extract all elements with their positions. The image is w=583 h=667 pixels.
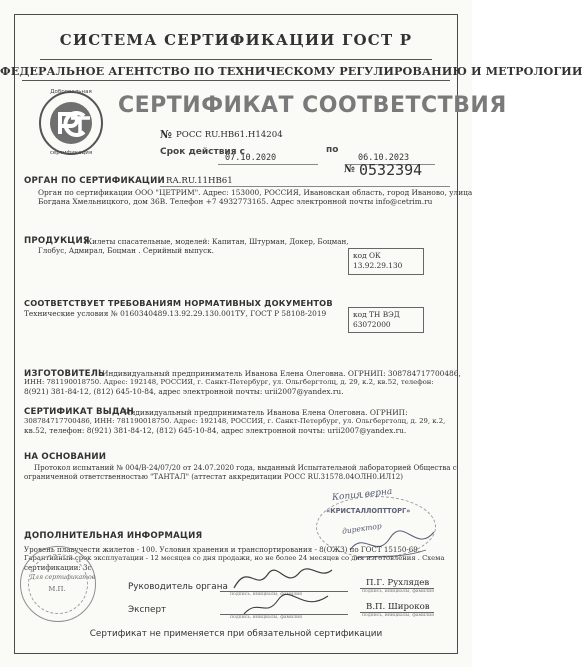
expert-label: Эксперт [128, 605, 167, 615]
seal-text: Для сертификатов [30, 574, 96, 581]
product-heading: ПРОДУКЦИЯ [24, 236, 90, 246]
certification-body-heading: ОРГАН ПО СЕРТИФИКАЦИИ [24, 176, 165, 186]
divider [22, 80, 450, 81]
manufacturer-heading: ИЗГОТОВИТЕЛЬ [24, 369, 105, 379]
additional-info-text: сертификации: 3с. [24, 563, 94, 572]
additional-info-text: Уровень плавучести жилетов - 100. Условия хранения и транспортирования - 8(ОЖЗ) по ГОСТ 15150-69. [24, 545, 421, 554]
blank-number: 0532394 [359, 161, 423, 179]
signature-caption: подпись, инициалы, фамилия [230, 615, 303, 620]
gost-r-voluntary-logo [38, 90, 104, 156]
basis-text: Протокол испытаний № 004/В-24/07/20 от 24.07.2020 года, выданный Испытательной лабораторией Общества с [34, 463, 457, 472]
copy-true-mark: Копия верна [331, 486, 393, 504]
okpd-code-box [348, 248, 424, 275]
manufacturer-text: Индивидуальный предприниматель Иванова Елена Олеговна. ОГРНИП: 308784717700486, [102, 369, 461, 378]
issued-to-text: 308784717700486, ИНН: 781190018750. Адрес: 192148, РОССИЯ, г. Санкт-Петербург, ул. Ольгбергтолц, д. 29, к.2, [24, 417, 446, 425]
conformity-text: Технические условия № 0160340489.13.92.29.130.001ТУ, ГОСТ Р 58108-2019 [24, 309, 327, 318]
tnved-label: код ТН ВЭД [353, 310, 400, 319]
okpd-code: 13.92.29.130 [353, 261, 403, 270]
logo-caption-bottom: сертификация [49, 150, 93, 156]
certification-body-code: RA.RU.11НВ61 [166, 176, 233, 186]
head-of-body-label: Руководитель органа [128, 582, 228, 592]
footer-note: Сертификат не применяется при обязательной сертификации [89, 629, 383, 639]
certification-body-text: Орган по сертификации ООО "ЦЕТРИМ". Адрес: 153000, РОССИЯ, Ивановская область, город Иваново, улица [38, 188, 473, 197]
tnved-code: 63072000 [353, 320, 391, 329]
system-title: СИСТЕМА СЕРТИФИКАЦИИ ГОСТ Р [59, 31, 413, 49]
number-label: № [160, 128, 172, 141]
seal-mp: М.П. [48, 585, 66, 593]
product-text: Глобус, Адмирал, Боцман . Серийный выпуск. [38, 246, 214, 255]
underline [218, 164, 318, 165]
name-caption: подпись, инициалы, фамилия [362, 613, 435, 618]
basis-text: ограниченной ответственностью "ТАНТАЛ" (аттестат аккредитации РОСС RU.31578.04ОЛН0.ИЛ12) [24, 472, 403, 481]
divider [40, 59, 432, 60]
agency-title: ФЕДЕРАЛЬНОЕ АГЕНТСТВО ПО ТЕХНИЧЕСКОМУ РЕГУЛИРОВАНИЮ И МЕТРОЛОГИИ [0, 64, 583, 78]
certificate-number: РОСС RU.НВ61.Н14204 [176, 130, 283, 140]
logo-icon [38, 90, 104, 156]
product-text: Жилеты спасательные, моделей: Капитан, Штурман, Докер, Боцман, [84, 237, 349, 246]
issued-to-heading: СЕРТИФИКАТ ВЫДАН [24, 407, 134, 417]
logo-caption-top: Добровольная [50, 89, 92, 95]
date-from: 07.10.2020 [225, 153, 277, 163]
copy-stamp-role: директор [341, 521, 383, 536]
name-caption: подпись, инициалы, фамилия [362, 589, 435, 594]
head-of-body-name: П.Г. Рухлядев [366, 578, 430, 588]
conformity-heading: СООТВЕТСТВУЕТ ТРЕБОВАНИЯМ НОРМАТИВНЫХ ДОКУМЕНТОВ [24, 298, 333, 308]
blank-prefix: № [344, 164, 355, 175]
certification-body-text: Богдана Хмельницкого, дом 36В. Телефон +7 4932773165. Адрес электронной почты info@cetrim.ru [38, 197, 433, 206]
copy-stamp-company: «КРИСТАЛЛОПТТОРГ» [326, 507, 411, 515]
underline [160, 186, 450, 187]
basis-heading: НА ОСНОВАНИИ [24, 452, 107, 462]
okpd-label: код ОК [353, 251, 381, 260]
issued-to-text: Индивидуальный предприниматель Иванова Елена Олеговна. ОГРНИП: [124, 408, 408, 417]
to-label: по [326, 145, 339, 155]
round-seal-inner [28, 554, 96, 614]
signature-caption: подпись, инициалы, фамилия [230, 592, 303, 597]
expert-name: В.П. Широков [366, 602, 430, 612]
manufacturer-text: 8(921) 381-84-12, (812) 645-10-84, адрес электронной почты: urii2007@yandex.ru. [24, 387, 344, 396]
date-to: 06.10.2023 [358, 153, 410, 163]
additional-info-heading: ДОПОЛНИТЕЛЬНАЯ ИНФОРМАЦИЯ [24, 531, 203, 541]
additional-info-text: Гарантийный срок эксплуатации - 12 месяцев со дня продажи, но не более 24 месяцев со дня изготовления . Схема [24, 554, 445, 562]
validity-label: Срок действия с [160, 147, 245, 157]
tnved-code-box [348, 307, 424, 333]
manufacturer-text: ИНН: 781190018750. Адрес: 192148, РОССИЯ, г. Санкт-Петербург, ул. Ольгбергтолц, д. 29, к.2, кв.52, телефон: [24, 378, 434, 386]
certificate-title: СЕРТИФИКАТ СООТВЕТСТВИЯ [118, 93, 507, 118]
issued-to-text: кв.52, телефон: 8(921) 381-84-12, (812) 645-10-84, адрес электронной почты: urii2007@yandex.ru. [24, 426, 407, 435]
